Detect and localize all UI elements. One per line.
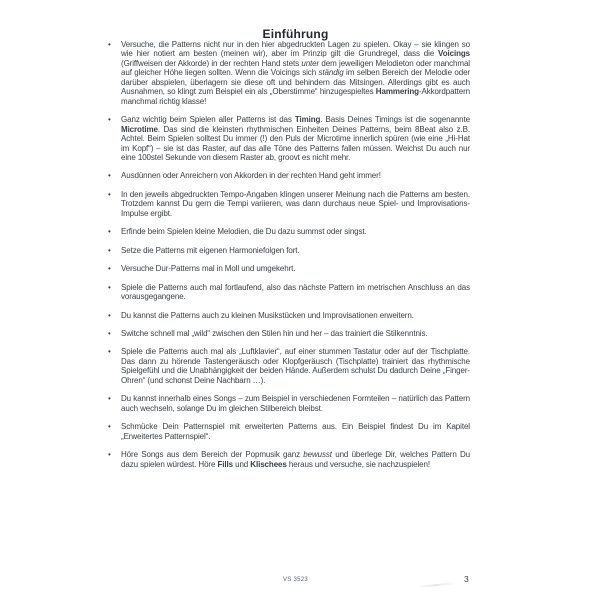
bullet-text: Ganz wichtig beim Spielen aller Patterns ist das Timing. Basis Deines Timings ist die sogenannte Microtime. Das sind die kleinsten rhythmischen Einheiten Deines Patterns, beim 8Beat also z.B. Achtel. Beim Spielen solltest Du immer (!) den Puls der Microtime innerlich spüren (wie eine „Hi-Hat im Kopf“) – sie ist das Raster, auf das alle Töne des Patterns fallen müssen. Weichst Du auch nur eine 100stel Sekunde von diesem Raster ab, groovt es nicht mehr.	[121, 115, 470, 162]
bullet-text: Du kannst die Patterns auch zu kleinen Musikstücken und Improvisationen erweitern.	[121, 310, 414, 320]
bullet-text: Spiele die Patterns auch mal als „Luftklavier“, auf einer stummen Tastatur oder auf der Tischplatte. Das dann zu hörende Tastengeräusch oder Klopfgeräusch (Tischplatte) trainiert das rhythmische Spielgefühl und die Unabhängigkeit der beiden Hände. Außerdem schulst Du dadurch Deine „Finger-Ohren“ (und schonst Deine Nachbarn …).	[121, 347, 470, 385]
bullet-text: Du kannst innerhalb eines Songs – zum Beispiel in verschiedenen Formteilen – natürlich das Pattern auch wechseln, solange Du im gleichen Stilbereich bleibst.	[121, 394, 470, 413]
bullet-text: Ausdünnen oder Anreichern von Akkorden in der rechten Hand geht immer!	[121, 171, 381, 181]
bullet-marker-icon: •	[108, 189, 111, 199]
bullet-marker-icon: •	[108, 264, 111, 274]
bullet-item	[108, 450, 470, 469]
bullet-marker-icon: •	[108, 227, 111, 237]
bullet-text: In den jeweils abgedruckten Tempo-Angaben klingen unserer Meinung nach die Patterns am besten. Trotzdem kannst Du gern die Tempi variieren, was dann durchaus neue Spiel- und Improvisations-Impulse ergibt.	[121, 189, 470, 218]
bullet-text: Setze die Patterns mit eigenen Harmoniefolgen fort.	[121, 245, 300, 255]
bullet-list	[108, 40, 470, 478]
bullet-item	[108, 246, 470, 255]
bullet-item	[108, 422, 470, 441]
bullet-item	[108, 40, 470, 106]
bullet-text: Versuche, die Patterns nicht nur in den hier abgedruckten Lagen zu spielen. Okay – sie klingen so wie hier notiert am besten (meinen wir), aber im Prinzip gilt die Grundregel, dass die Voicings (Griffweisen der Akkorde) in der rechten Hand stets unter dem jeweiligen Melodieton oder manchmal auf gleicher Höhe liegen sollten. Wenn die Voicings sich ständig im selben Bereich der Melodie oder darüber abspielen, überlagern sie diese oft und behindern das Mitsingen. Allerdings gibt es auch Ausnahmen, so klingt zum Beispiel ein als „Oberstimme“ hinzugespieltes Hammering-Akkordpattern manchmal richtig klasse!	[121, 40, 470, 106]
bullet-marker-icon: •	[108, 347, 111, 357]
bullet-item	[108, 115, 470, 162]
bullet-item	[108, 190, 470, 218]
bullet-text: Spiele die Patterns auch mal fortlaufend, also das nächste Pattern im metrischen Anschluss an das vorausgegangene.	[121, 282, 470, 302]
bullet-item	[108, 227, 470, 236]
bullet-item	[108, 264, 470, 273]
footer-imprint: VS 3523	[282, 577, 309, 583]
bullet-item	[108, 283, 470, 302]
bullet-marker-icon: •	[108, 115, 111, 125]
bullet-marker-icon: •	[108, 394, 111, 404]
bullet-item	[108, 394, 470, 413]
bullet-marker-icon: •	[108, 40, 111, 49]
bullet-marker-icon: •	[108, 282, 111, 292]
bullet-marker-icon: •	[108, 310, 111, 320]
bullet-marker-icon: •	[108, 245, 111, 255]
bullet-text: Schmücke Dein Patternspiel mit erweiterten Patterns aus. Ein Beispiel findest Du im Kapitel „Erweitertes Patternspiel“.	[121, 422, 470, 441]
bullet-marker-icon: •	[108, 422, 111, 432]
page-title: Einführung	[262, 27, 329, 42]
bullet-item	[108, 329, 470, 338]
bullet-item	[108, 311, 470, 320]
bullet-text: Erfinde beim Spielen kleine Melodien, die Du dazu summst oder singst.	[121, 227, 367, 237]
footer-page-number: 3	[464, 574, 469, 584]
bullet-marker-icon: •	[108, 450, 111, 460]
bullet-text: Switche schnell mal „wild“ zwischen den Stilen hin und her – das trainiert die Stilkenntnis.	[121, 328, 428, 338]
bullet-item	[108, 171, 470, 180]
bullet-item	[108, 347, 470, 385]
bullet-text: Versuche Dur-Patterns mal in Moll und umgekehrt.	[121, 264, 296, 274]
bullet-text: Höre Songs aus dem Bereich der Popmusik ganz bewusst und überlege Dir, welches Pattern Du dazu spielen würdest. Höre Fills und Klischees heraus und versuche, sie nachzuspielen!	[121, 450, 470, 469]
bullet-marker-icon: •	[108, 328, 111, 338]
bullet-marker-icon: •	[108, 171, 111, 181]
